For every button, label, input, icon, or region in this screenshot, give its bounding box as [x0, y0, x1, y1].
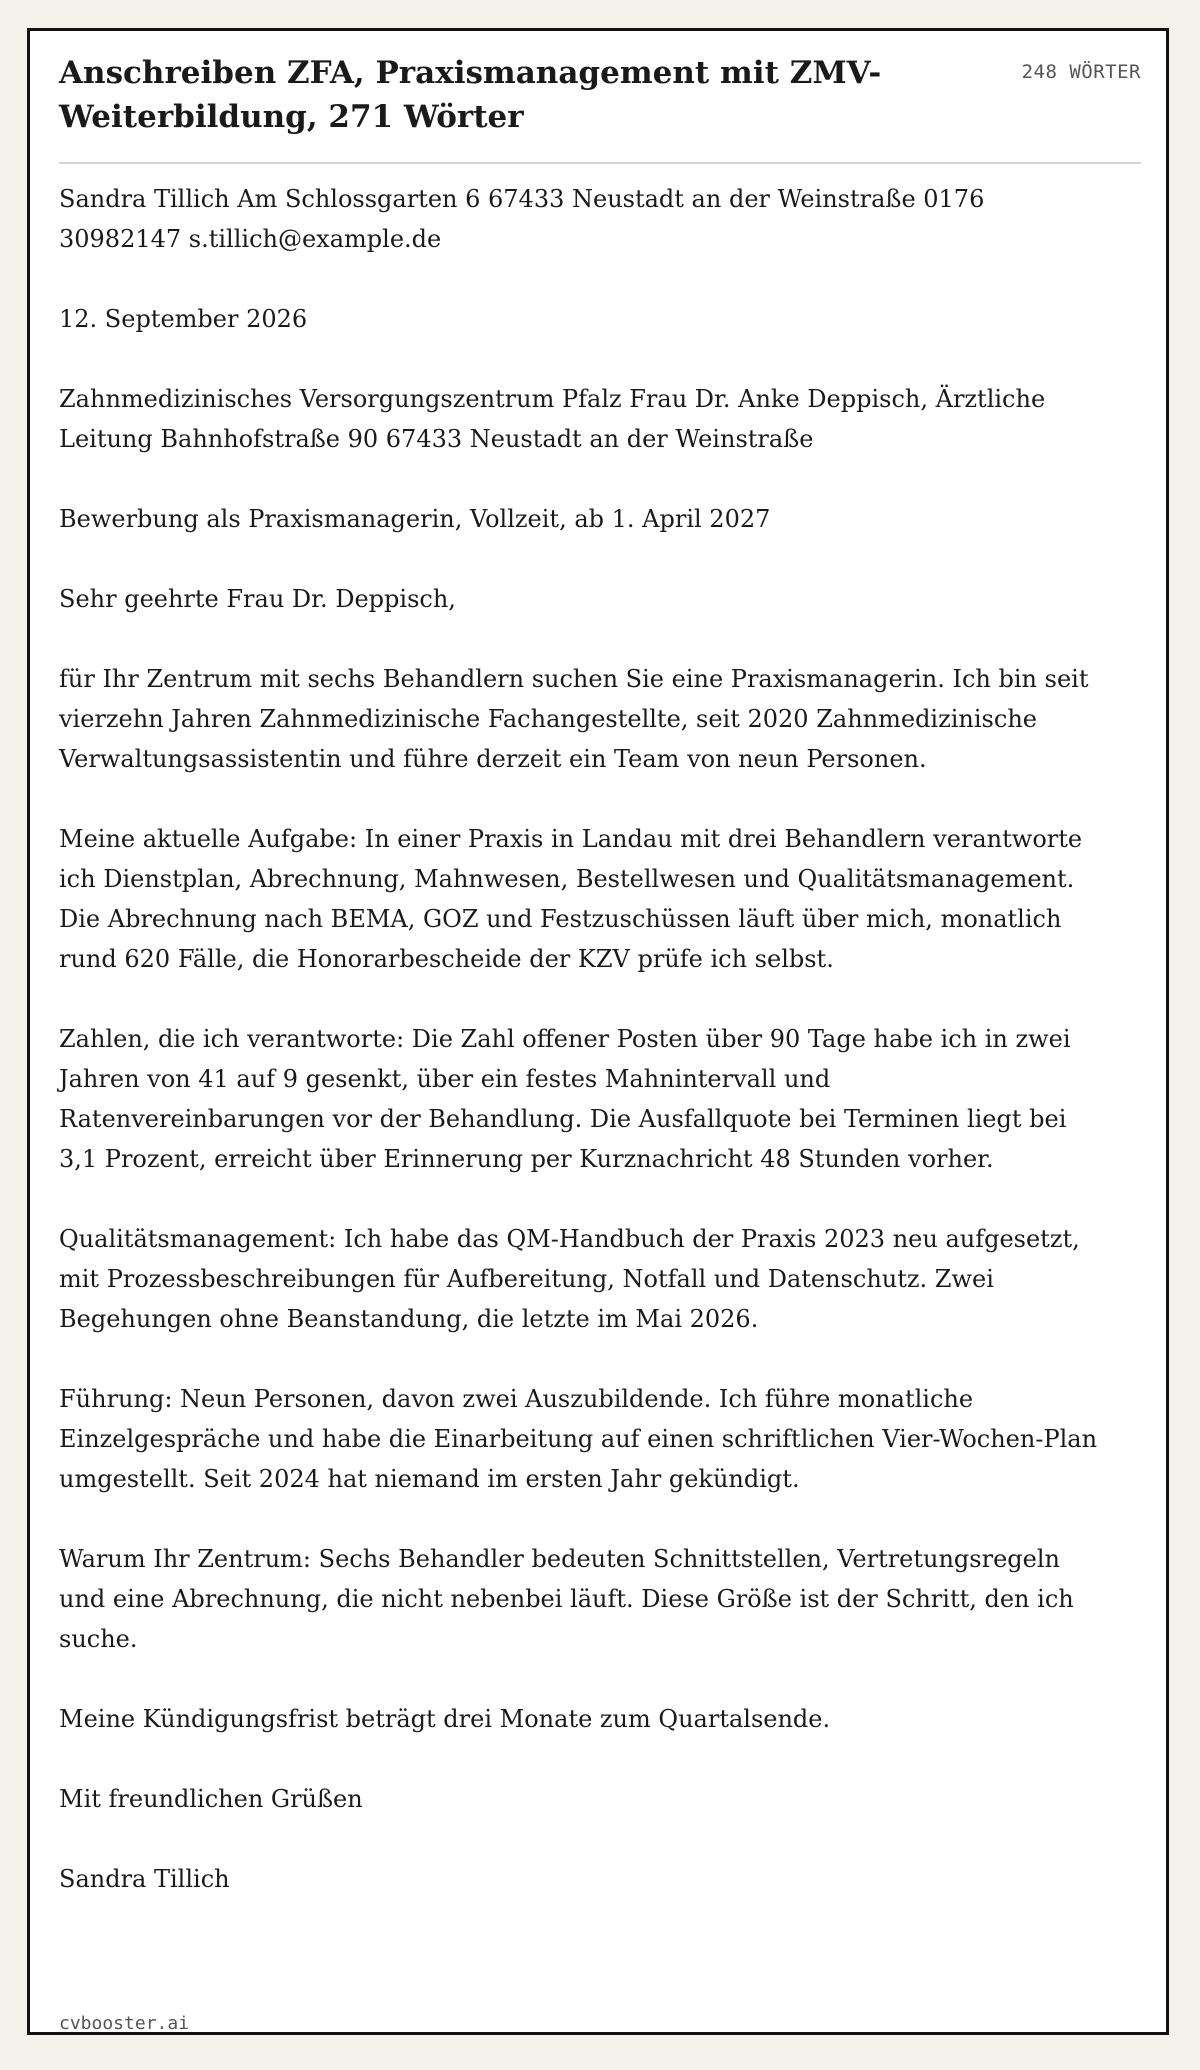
body-paragraph-leadership: Führung: Neun Personen, davon zwei Auszubildende. Ich führe monatliche Einzelgespräche und habe die Einarbeitung auf einen schriftlichen Vier-Wochen-Plan umgestellt. Seit 2024 hat niemand im ersten Jahr gekündigt.: [59, 1385, 1098, 1493]
body-paragraph-notice: Meine Kündigungsfrist beträgt drei Monate zum Quartalsende.: [59, 1705, 831, 1733]
closing: Mit freundlichen Grüßen: [59, 1785, 363, 1813]
word-count-badge: 248 WÖRTER: [1021, 61, 1141, 83]
body-paragraph-current-role: Meine aktuelle Aufgabe: In einer Praxis in Landau mit drei Behandlern verantworte ich Dienstplan, Abrechnung, Mahnwesen, Bestellwesen und Qualitätsmanagement. Die Abrechnung nach BEMA, GOZ und Festzuschüssen läuft über mich, monatlich rund 620 Fälle, die Honorarbescheide der KZV prüfe ich selbst.: [59, 825, 1083, 973]
subject-line: Bewerbung als Praxismanagerin, Vollzeit, ab 1. April 2027: [59, 505, 771, 533]
sender-address: Sandra Tillich Am Schlossgarten 6 67433 Neustadt an der Weinstraße 0176 30982147 s.tillich@example.de: [59, 185, 985, 253]
footer-brand: cvbooster.ai: [59, 2013, 190, 2034]
letter-date: 12. September 2026: [59, 305, 308, 333]
body-paragraph-intro: für Ihr Zentrum mit sechs Behandlern suchen Sie eine Praxismanagerin. Ich bin seit vierzehn Jahren Zahnmedizinische Fachangestellte, seit 2020 Zahnmedizinische Verwaltungsassistentin und führe derzeit ein Team von neun Personen.: [59, 665, 1089, 773]
body-paragraph-motivation: Warum Ihr Zentrum: Sechs Behandler bedeuten Schnittstellen, Vertretungsregeln und eine Abrechnung, die nicht nebenbei läuft. Diese Größe ist der Schritt, den ich suche.: [59, 1545, 1074, 1653]
signature-name: Sandra Tillich: [59, 1865, 230, 1893]
letter-header: [59, 51, 1141, 139]
salutation: Sehr geehrte Frau Dr. Deppisch,: [59, 585, 456, 613]
recipient-address: Zahnmedizinisches Versorgungszentrum Pfalz Frau Dr. Anke Deppisch, Ärztliche Leitung Bahnhofstraße 90 67433 Neustadt an der Weinstraße: [59, 385, 1046, 453]
body-paragraph-numbers: Zahlen, die ich verantworte: Die Zahl offener Posten über 90 Tage habe ich in zwei Jahren von 41 auf 9 gesenkt, über ein festes Mahnintervall und Ratenvereinbarungen vor der Behandlung. Die Ausfallquote bei Terminen liegt bei 3,1 Prozent, erreicht über Erinnerung per Kurznachricht 48 Stunden vorher.: [59, 1025, 1071, 1173]
document-title: Anschreiben ZFA, Praxismanagement mit ZMV-Weiterbildung, 271 Wörter: [59, 55, 882, 135]
header-divider: [59, 162, 1141, 164]
letter-body: [59, 179, 1099, 1939]
body-paragraph-quality: Qualitätsmanagement: Ich habe das QM-Handbuch der Praxis 2023 neu aufgesetzt, mit Prozessbeschreibungen für Aufbereitung, Notfall und Datenschutz. Zwei Begehungen ohne Beanstandung, die letzte im Mai 2026.: [59, 1225, 1080, 1333]
letter-card: [27, 28, 1169, 2035]
